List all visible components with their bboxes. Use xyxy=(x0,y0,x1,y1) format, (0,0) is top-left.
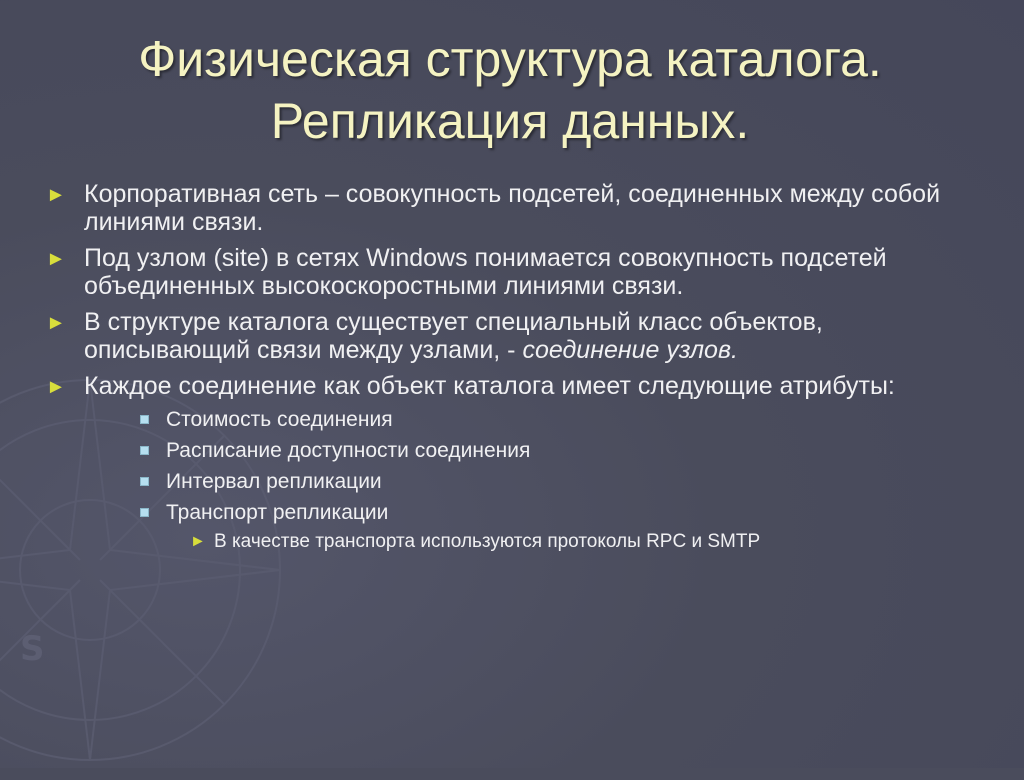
sub-bullet-list xyxy=(140,404,986,556)
sub-sub-bullet-text: В качестве транспорта используются протоколы RPC и SMTP xyxy=(214,531,761,552)
title-line-2: Репликация данных. xyxy=(270,93,750,149)
bullet-text: Корпоративная сеть – совокупность подсетей, соединенных между собой линиями связи. xyxy=(84,180,941,236)
bullet-arrow-icon: ► xyxy=(46,312,66,334)
slide-title xyxy=(60,28,960,152)
bullet-item xyxy=(46,308,986,364)
slide-content xyxy=(46,180,986,564)
bullet-arrow-icon: ► xyxy=(46,184,66,206)
bullet-arrow-icon: ► xyxy=(46,376,66,398)
square-bullet-icon xyxy=(140,446,149,455)
sub-sub-bullet-item xyxy=(190,528,986,556)
bullet-arrow-icon: ► xyxy=(46,248,66,270)
square-bullet-icon xyxy=(140,415,149,424)
square-bullet-icon xyxy=(140,477,149,486)
sub-bullet-text: Транспорт репликации xyxy=(166,501,389,524)
bullet-item xyxy=(46,180,986,236)
bullet-text: В структуре каталога существует специальный класс объектов, описывающий связи между узлами, - xyxy=(84,308,823,364)
sub-bullet-item xyxy=(140,497,986,528)
bullet-item xyxy=(46,372,986,556)
sub-bullet-text: Стоимость соединения xyxy=(166,408,393,431)
compass-s-label: S xyxy=(20,629,45,669)
sub-bullet-item xyxy=(140,404,986,435)
bullet-text: Каждое соединение как объект каталога имеет следующие атрибуты: xyxy=(84,372,895,400)
sub-bullet-text: Интервал репликации xyxy=(166,470,382,493)
sub-bullet-text: Расписание доступности соединения xyxy=(166,439,531,462)
sub-bullet-item xyxy=(140,466,986,497)
bullet-emphasis-text: соединение узлов. xyxy=(522,336,738,364)
title-line-1: Физическая структура каталога. xyxy=(138,31,882,87)
sub-bullet-item xyxy=(140,435,986,466)
bullet-arrow-icon: ► xyxy=(190,533,206,550)
bullet-item xyxy=(46,244,986,300)
square-bullet-icon xyxy=(140,508,149,517)
bullet-text: Под узлом (site) в сетях Windows понимается совокупность подсетей объединенных высокоскоростными линиями связи. xyxy=(84,244,887,300)
